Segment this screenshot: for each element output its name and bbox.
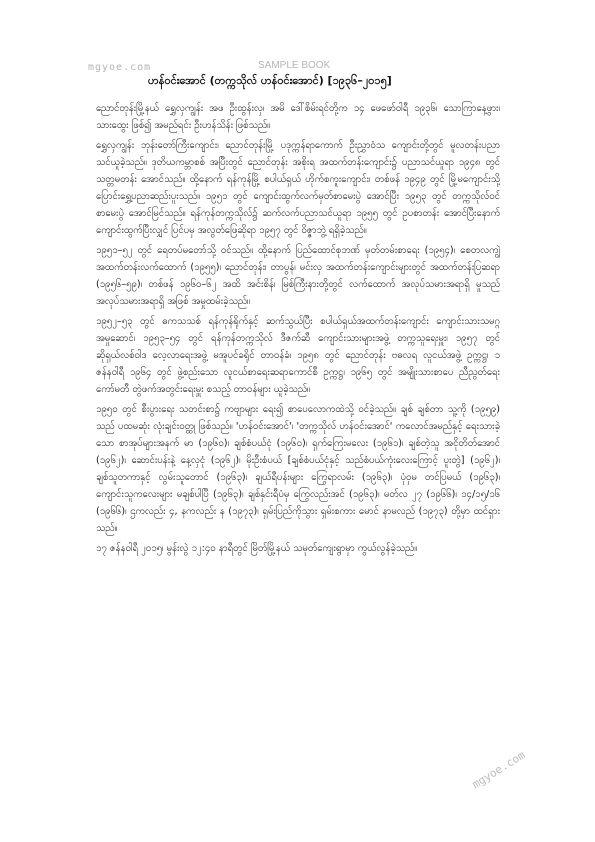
paragraph-education: ရွှေလှကျွန်း ဘုန်းတော်ကြီးကျောင်း၊ ညောင်တုန်းမြို့ ပဒုက္ကန်ရာကောက် ဦးညွှာဝံသ ကျောင်းတို့တွင် မူလတန်းပညာ သင်ယူခဲ့သည်။ ဒုတိယကမ္ဘာစစ် အပြီးတွင် ညောင်တုန်း အစိုးရ အထက်တန်းကျောင်း၌ ပညာသင်ယူရာ ၁၉၄၈ တွင် သတ္တမတန်း အောင်သည်။ ထို့နောက် ရန်ကုန်မြို့ စပါယ်ရှယ် ဟိုက်စကူးကျောင်း၊ တစ်ဖန် ၁၉၄၉ တွင် မြို့မကျောင်းသို့ ပြောင်းရွှေ့ပညာဆည်းပူးသည်။ ၁၉၅၁ တွင် ကျောင်းထွက်လက်မှတ်စာမေးပွဲ အောင်ပြီး ၁၉၅၃ တွင် တက္ကသိုလ်ဝင်စာမေးပွဲ အောင်မြင်သည်။ ရန်ကုန်တက္ကသိုလ်၌ ဆက်လက်ပညာသင်ယူရာ ၁၉၅၅ တွင် ဥပစာတန်း အောင်ပြီးနောက် ကျောင်းထွက်ပြီးလျှင် ပြင်ပမှ အလွတ်ဖြေဆိုရာ ၁၉၅၇ တွင် ဝိဇ္ဇာဘွဲ့ ရရှိခဲ့သည်။ [96, 140, 500, 236]
paragraph-works: ၁၉၅၀ တွင် စီးပွားရေး သတင်းစာ၌ ကဗျာများ ရေး၍ စာပေလောကထဲသို့ ဝင်ခဲ့သည်။ ချစ် ချစ်တာ သူ့ကို (၁၉၅၉) သည် ပထမဆုံး လုံးချင်းဝတ္ထု ဖြစ်သည်။ 'ဟန်ဝင်းအောင်'၊ 'တက္ကသိုလ် ဟန်ဝင်းအောင်' ကလောင်အမည်နှင့် ရေးသားခဲ့သော စာအုပ်များအနက် မာ (၁၉၆၀)၊ ချစ်စံပယ်ငုံ (၁၉၆၀)၊ ရှက်ကြေးမလေး (၁၉၆၁)၊ ချစ်တဲ့သူ အငိုတိတ်အောင် (၁၉၆၂)၊ ဆောင်းပန်းနဲ့ နေ့လှငုံ (၁၉၆၂)၊ မိုးဦးစံပယ် [ချစ်စံပယ်ငုံနှင့် သည်စံပယ်ကုံးလေးကြောင့် ပူးတွဲ] (၁၉၆၂)၊ ချစ်သူတကာနှင့် လွမ်းသူတောင် (၁၉၆၃)၊ ချယ်ရီပန်းများ ကြွေရာလမ်း (၁၉၆၃)၊ ပုံဝှမ တင်ပြမယ် (၁၉၆၃)၊ ကျောင်းသူကလေးများ မချစ်ပါပြီ (၁၉၆၃)၊ ချစ်နှင်းရီပံမှ ကြွေလည်းအင် (၁၉၆၃)၊ မတ်လ ၂၇ (၁၉၆၆)၊ ၁၄/၁၅/၁၆ (၁၉၆၆)၊ ဌကလည်း ၄, နကလည်း န (၁၉၇၃)၊ ရှမ်းပြည်ကိုသွား ရှမ်းစကား မောင် နာမလည် (၁၉၇၃) တို့မှာ ထင်ရှားသည်။ [96, 404, 500, 534]
biography-body [96, 100, 500, 560]
paragraph-career: ၁၉၅၁–၅၂ တွင် ရေတပ်မတော်သို့ ဝင်သည်။ ထို့နောက် ပြည်ထောင်စုဘဏ် မှတ်တမ်းစာရေး (၁၉၅၄)၊ စေတလကျွဲ အထက်တန်းလက်ထောက် (၁၉၅၅)၊ ညောင်တုန်း၊ တာပွန်၊ မင်းလှ အထက်တန်းကျောင်းများတွင် အထက်တန်းပြဆရာ (၁၉၅၆–၅၉)၊ တစ်ဖန် ၁၉၆၀–၆၂ အထိ အင်းစိန်၊ မြစ်ကြီးနားတို့တွင် လက်ထောက် အလုပ်သမားအရာရှိ မှုသည် အလုပ်သမားအရာရှိ အဖြစ် အမှုထမ်းခဲ့သည်။ [96, 245, 500, 307]
site-watermark-top: mgyoe.com [88, 62, 152, 73]
page-title: ဟန်ဝင်းအောင် (တက္ကသိုလ် ဟန်ဝင်းအောင်) [၁၉၃၆–၂၀၁၅] [148, 74, 392, 87]
sample-book-watermark: SAMPLE BOOK [258, 60, 331, 71]
paragraph-death: ၁၇ ဇန်နဝါရီ ၂၀၁၅၊ မွန်းလွဲ ၁၂:၄၀ နာရီတွင် မြိတ်မြို့နယ် သမုတ်ကျေးရွာမှာ ကွယ်လွန်ခဲ့သည်။ [96, 543, 418, 554]
paragraph-activities: ၁၉၅၂–၅၃ တွင် ဓကသသစ် ရန်ကုန်ရိုက်နှင့် ဆက်သွယ်ပြီး စပါယ်ရှယ်အထက်တန်းကျောင်း ကျောင်းသားသမဂ္ဂ အမှုဆောင်၊ ၁၉၅၃–၅၄ တွင် ရန်ကုန်တက္ကသိုလ် ဒီဇက်ဆီ ကျောင်းသားများအဖွဲ့ တက္ကသူရေးမှူး၊ ၁၉၅၇ တွင် ဆိုရှယ်လစ်ဝါဒ လေ့လာရေးအဖွဲ့ မအူပင်ခရိုင် တာဝန်ခံ၊ ၁၉၅၈ တွင် ညောင်တုန်း ဗဓလရ လူငယ်အဖွဲ့ ဥက္ကဋ္ဌ၊ ၁ ဇန်နဝါရီ ၁၉၆၄ တွင် ဖွဲ့စည်းသော လူငယ်စာရေးဆရာကောင်စီ ဥက္ကဋ္ဌ၊ ၁၉၆၅ တွင် အမျိုးသားစာပေ ညီညွတ်ရေးကော်မတီ တွဲဖက်အတွင်းရေးမှူး စသည့် တာဝန်များ ယူခဲ့သည်။ [96, 316, 500, 395]
site-watermark-corner: mgyoe.com [470, 748, 528, 792]
paragraph-birth: ညောင်တုန်းမြို့နယ် ရွှေလှကျွန်း အဖ ဦးထွန်းလှ၊ အမိ ဒေါ်စိမ်းရင်တို့က ၁၄ ဖေဖော်ဝါရီ ၁၉၃၆၊ သောကြာနေ့ဖွား၊ သားထွေး ဖြစ်၍ အမည်ရင်း ဦးဟန်သိန်း ဖြစ်သည်။ [96, 103, 500, 131]
